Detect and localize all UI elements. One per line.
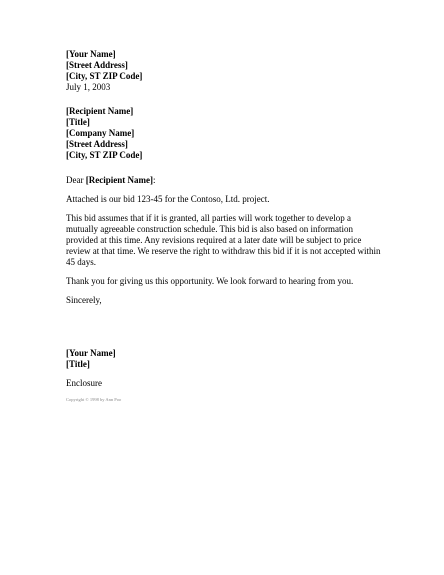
body-paragraph-2: This bid assumes that if it is granted, all parties will work together to develop a mutually agreeable construction schedule. This bid is also based on information provided at this time. Any revisions required at a later date will be subject to price review at that time. We reserve the right to withdraw this bid if it is not accepted within 45 days. [66,213,381,267]
enclosure-note: Enclosure [66,378,102,388]
recipient-address-block [66,106,396,161]
sender-name: [Your Name] [66,49,116,59]
recipient-company: [Company Name] [66,128,135,138]
body-paragraph-1: Attached is our bid 123-45 for the Contoso, Ltd. project. [66,194,270,204]
salutation-name: [Recipient Name] [85,175,153,185]
signature-title: [Title] [66,359,90,369]
body-paragraph-3: Thank you for giving us this opportunity. We look forward to hearing from you. [66,276,354,286]
salutation-prefix: Dear [66,175,86,185]
copyright-notice: Copyright © 1998 by Ann Poo [66,397,122,402]
closing: Sincerely, [66,295,102,305]
recipient-city: [City, ST ZIP Code] [66,150,143,160]
recipient-name: [Recipient Name] [66,106,134,116]
recipient-street: [Street Address] [66,139,128,149]
salutation-suffix: : [152,175,156,185]
signature-name: [Your Name] [66,348,116,358]
salutation [66,175,396,186]
recipient-title: [Title] [66,117,90,127]
letter-body [66,49,396,403]
letter-date: July 1, 2003 [66,82,111,92]
sender-address-block [66,49,396,93]
sender-city: [City, ST ZIP Code] [66,71,143,81]
signature-block [66,348,396,370]
sender-street: [Street Address] [66,60,128,70]
